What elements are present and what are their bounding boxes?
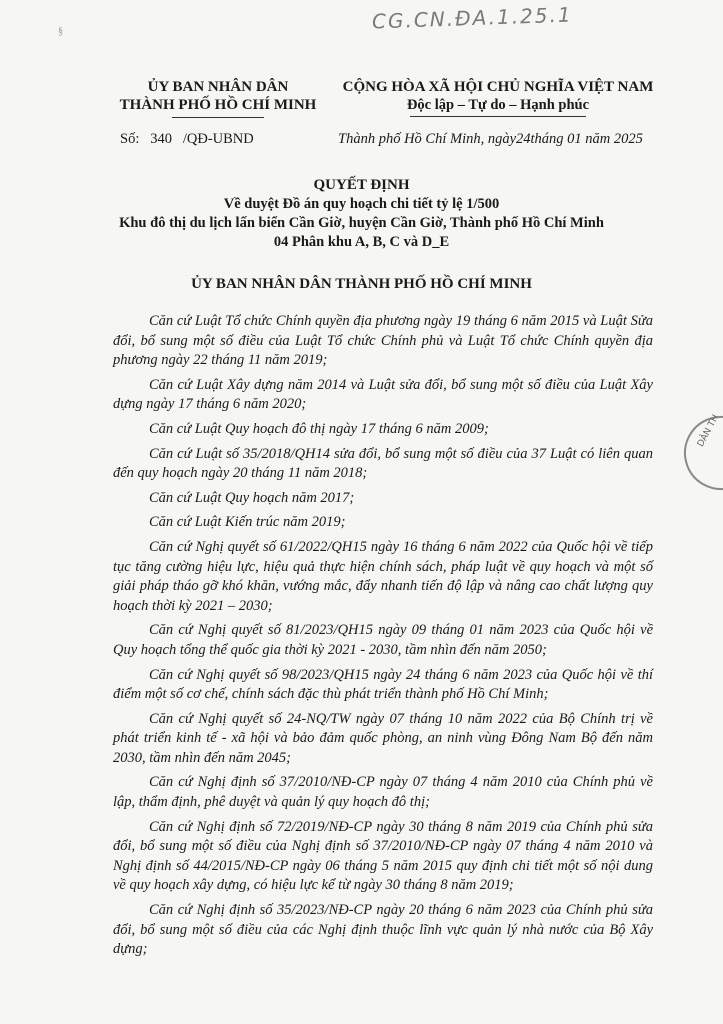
issuer-underline: [172, 117, 264, 118]
national-header: [332, 78, 664, 117]
paragraph: Căn cứ Nghị định số 35/2023/NĐ-CP ngày 20 tháng 6 năm 2023 của Chính phủ sửa đổi, bổ sung một số điều của các Nghị định thuộc lĩnh vực quản lý nhà nước của Bộ Xây dựng;: [113, 902, 653, 958]
document-number: Số: 340 /QĐ-UBND: [120, 131, 254, 147]
issuing-body: ỦY BAN NHÂN DÂN THÀNH PHỐ HỒ CHÍ MINH: [191, 276, 532, 292]
paragraph: Căn cứ Nghị quyết số 98/2023/QH15 ngày 24 tháng 6 năm 2023 của Quốc hội về thí điểm một số cơ chế, chính sách đặc thù phát triển thành phố Hồ Chí Minh;: [113, 666, 653, 703]
dateline: Thành phố Hồ Chí Minh, ngày24tháng 01 năm 2025: [338, 131, 643, 147]
paragraph: Căn cứ Luật Kiến trúc năm 2019;: [149, 514, 346, 531]
title-line-3: 04 Phân khu A, B, C và D_E: [273, 234, 450, 250]
issuer-line-2: THÀNH PHỐ HỒ CHÍ MINH: [119, 97, 317, 113]
paragraph: Căn cứ Luật Quy hoạch năm 2017;: [149, 489, 355, 506]
paragraph: Căn cứ Luật Quy hoạch đô thị ngày 17 tháng 6 năm 2009;: [149, 420, 489, 437]
paragraph: Căn cứ Luật số 35/2018/QH14 sửa đổi, bổ sung một số điều của 37 Luật có liên quan đến quy hoạch ngày 20 tháng 11 năm 2018;: [113, 445, 653, 482]
title-line-2: Khu đô thị du lịch lấn biển Cần Giờ, huyện Cần Giờ, Thành phố Hồ Chí Minh: [119, 215, 604, 231]
legal-basis: [113, 312, 653, 965]
title-line-1: Về duyệt Đồ án quy hoạch chi tiết tỷ lệ 1/500: [223, 196, 500, 212]
motto-underline: [410, 116, 586, 117]
seal-text: DÂN TH: [696, 413, 722, 449]
paragraph: Căn cứ Nghị định số 37/2010/NĐ-CP ngày 07 tháng 4 năm 2010 của Chính phủ về lập, thẩm định, phê duyệt và quản lý quy hoạch đô thị;: [113, 774, 653, 811]
scan-mark: §: [58, 26, 63, 37]
issuer-line-1: ỦY BAN NHÂN DÂN: [147, 79, 289, 95]
paragraph: Căn cứ Luật Tổ chức Chính quyền địa phương ngày 19 tháng 6 năm 2015 và Luật Sửa đổi, bổ sung một số điều của Luật Tổ chức Chính phủ và Luật Tổ chức Chính quyền địa phương ngày 22 tháng 11 năm 2019;: [113, 313, 653, 369]
issuer-header: [108, 78, 328, 118]
national-title: CỘNG HÒA XÃ HỘI CHỦ NGHĨA VIỆT NAM: [342, 79, 654, 95]
paragraph: Căn cứ Luật Xây dựng năm 2014 và Luật sửa đổi, bổ sung một số điều của Luật Xây dựng ngày 17 tháng 6 năm 2020;: [113, 376, 653, 413]
national-motto: Độc lập – Tự do – Hạnh phúc: [406, 97, 590, 113]
paragraph: Căn cứ Nghị quyết số 81/2023/QH15 ngày 09 tháng 01 năm 2023 của Quốc hội về Quy hoạch tổng thể quốc gia thời kỳ 2021 - 2030, tầm nhìn đến năm 2050;: [113, 622, 653, 658]
paragraph: Căn cứ Nghị quyết số 24-NQ/TW ngày 07 tháng 10 năm 2022 của Bộ Chính trị về phát triển kinh tế - xã hội và bảo đảm quốc phòng, an ninh vùng Đông Nam Bộ đến năm 2030, tầm nhìn đến năm 2045;: [113, 710, 653, 766]
paragraph: Căn cứ Nghị quyết số 61/2022/QH15 ngày 16 tháng 6 năm 2022 của Quốc hội về tiếp tục tăng cường hiệu lực, hiệu quả thực hiện chính sách, pháp luật về quy hoạch và một số giải pháp tháo gỡ khó khăn, vướng mắc, đẩy nhanh tiến độ lập và nâng cao chất lượng quy hoạch thời kỳ 2021 – 2030;: [113, 538, 653, 614]
paragraph: Căn cứ Nghị định số 72/2019/NĐ-CP ngày 30 tháng 8 năm 2019 của Chính phủ sửa đổi, bổ sung một số điều của Nghị định số 37/2010/NĐ-CP ngày 07 tháng 4 năm 2010 và Nghị định số 44/2015/NĐ-CP ngày 06 tháng 5 năm 2015 quy định chi tiết một số nội dung về quy hoạch xây dựng, có hiệu lực kể từ ngày 30 tháng 8 năm 2019;: [113, 818, 653, 894]
doc-type: QUYẾT ĐỊNH: [313, 177, 410, 193]
decision-title: [0, 176, 723, 252]
handwritten-note: CG.CN.ĐA.1.25.1: [371, 2, 573, 34]
